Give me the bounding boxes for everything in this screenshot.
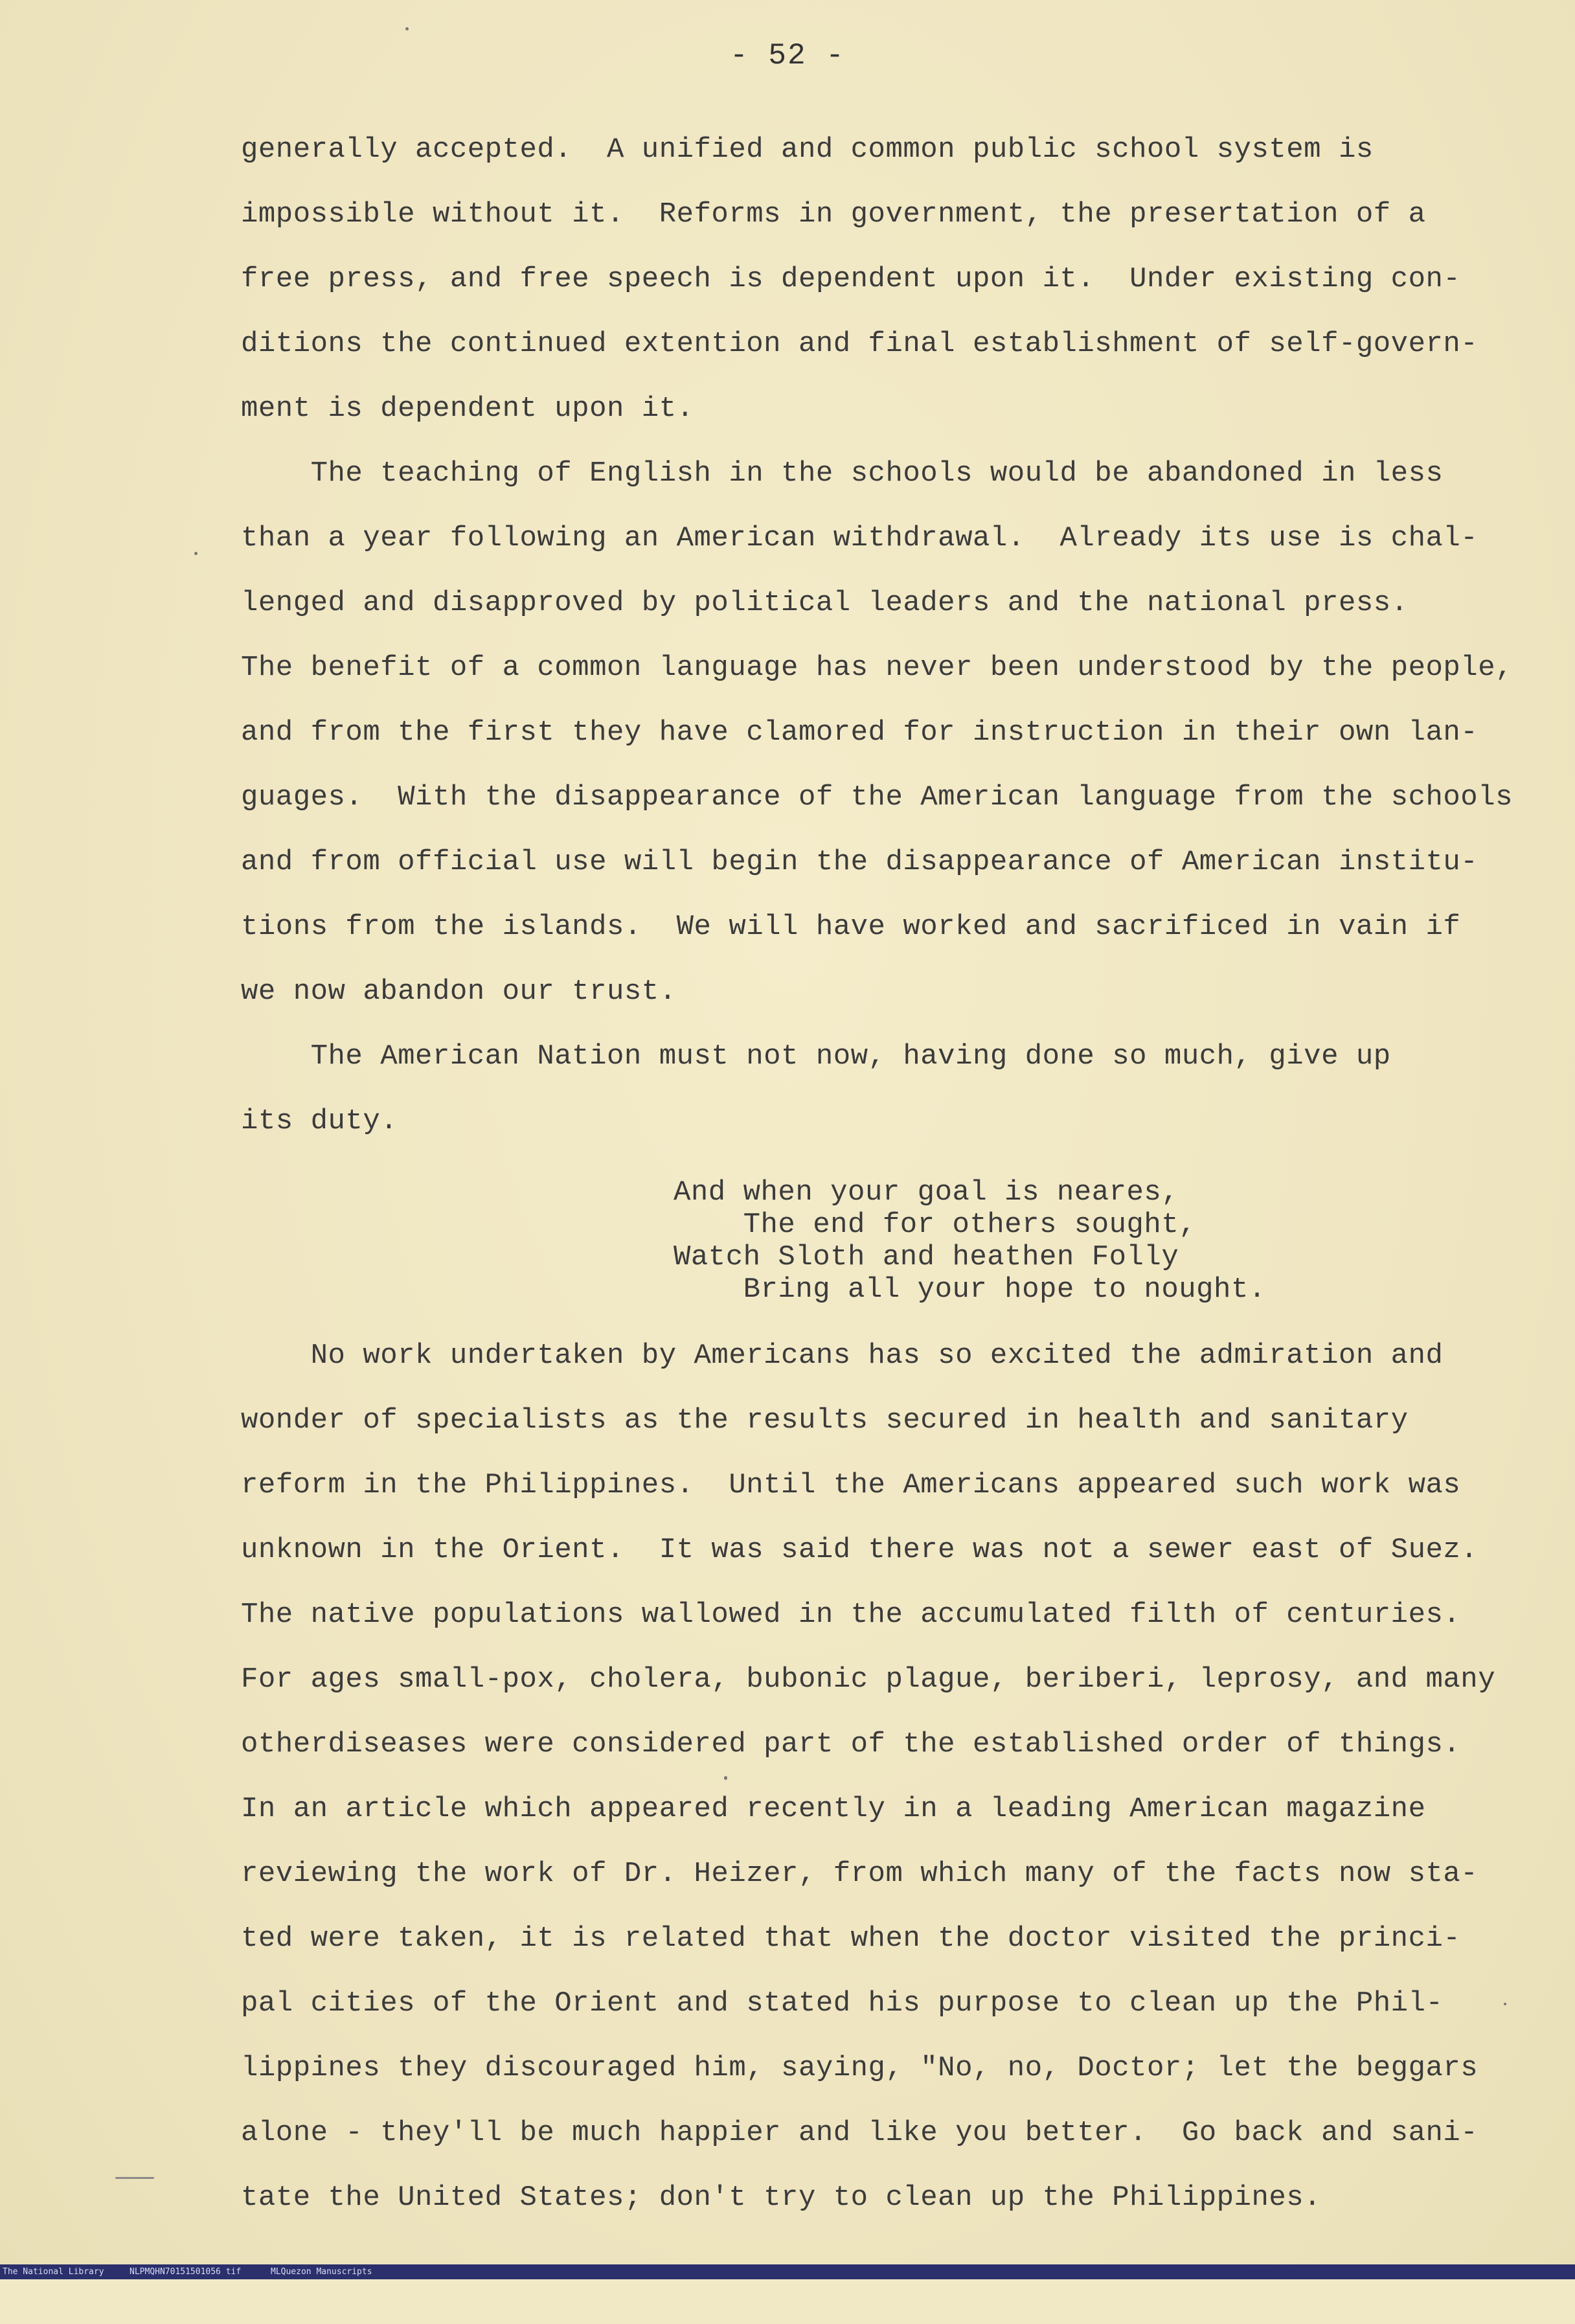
text-line: The American Nation must not now, having done so much, give up [241,1040,1391,1073]
text-line: we now abandon our trust. [241,975,677,1008]
text-line: For ages small-pox, cholera, bubonic plague, beriberi, leprosy, and many [241,1663,1496,1696]
text-line: alone - they'll be much happier and like you better. Go back and sani- [241,2117,1479,2149]
text-line: and from official use will begin the disappearance of American institu- [241,846,1479,878]
text-line: The native populations wallowed in the accumulated filth of centuries. [241,1599,1461,1631]
text-line: The benefit of a common language has never been understood by the people, [241,652,1513,684]
text-line: wonder of specialists as the results secured in health and sanitary [241,1404,1409,1437]
text-line: its duty. [241,1105,398,1137]
text-line: free press, and free speech is dependent upon it. Under existing con- [241,263,1461,295]
text-line: reform in the Philippines. Until the Americans appeared such work was [241,1469,1461,1501]
text-line: No work undertaken by Americans has so excited the admiration and [241,1339,1444,1372]
text-line: otherdiseases were considered part of the established order of things. [241,1728,1461,1760]
page-number: - 52 - [730,39,845,73]
text-line: ted were taken, it is related that when the doctor visited the princi- [241,1922,1461,1955]
text-line: tate the United States; don't try to clean up the Philippines. [241,2182,1322,2214]
text-line: pal cities of the Orient and stated his purpose to clean up the Phil- [241,1987,1444,2020]
text-line: than a year following an American withdrawal. Already its use is chal- [241,522,1479,554]
footer-collection: MLQuezon Manuscripts [271,2267,372,2277]
text-line: and from the first they have clamored for instruction in their own lan- [241,716,1479,749]
paper-speck [194,552,198,555]
poem-line: Bring all your hope to nought. [674,1273,1266,1306]
text-line: lenged and disapproved by political leaders and the national press. [241,587,1409,619]
paper-speck [115,2177,154,2179]
text-line: lippines they discouraged him, saying, "No, no, Doctor; let the beggars [241,2052,1479,2084]
text-line: unknown in the Orient. It was said there was not a sewer east of Suez. [241,1534,1479,1566]
footer-file: NLPMQHN70151501056 tif [130,2267,242,2277]
paper-speck [405,27,409,30]
text-line: reviewing the work of Dr. Heizer, from which many of the facts now sta- [241,1858,1479,1890]
footer-library: The National Library [3,2267,104,2277]
text-line: ment is dependent upon it. [241,393,694,425]
text-line: generally accepted. A unified and common public school system is [241,133,1374,166]
text-line: impossible without it. Reforms in government, the presertation of a [241,198,1426,231]
text-line: ditions the continued extention and final establishment of self-govern- [241,328,1479,360]
text-line: guages. With the disappearance of the American language from the schools [241,781,1513,814]
paper-speck [1504,2003,1506,2005]
paper-speck [724,1776,727,1780]
poem-line: The end for others sought, [674,1209,1197,1241]
text-line: In an article which appeared recently in a leading American magazine [241,1793,1426,1825]
poem-line: Watch Sloth and heathen Folly [674,1241,1179,1273]
scan-footer-bar [0,2264,1575,2279]
text-line: tions from the islands. We will have worked and sacrificed in vain if [241,911,1461,943]
poem-line: And when your goal is neares, [674,1176,1179,1209]
text-line: The teaching of English in the schools would be abandoned in less [241,457,1444,490]
